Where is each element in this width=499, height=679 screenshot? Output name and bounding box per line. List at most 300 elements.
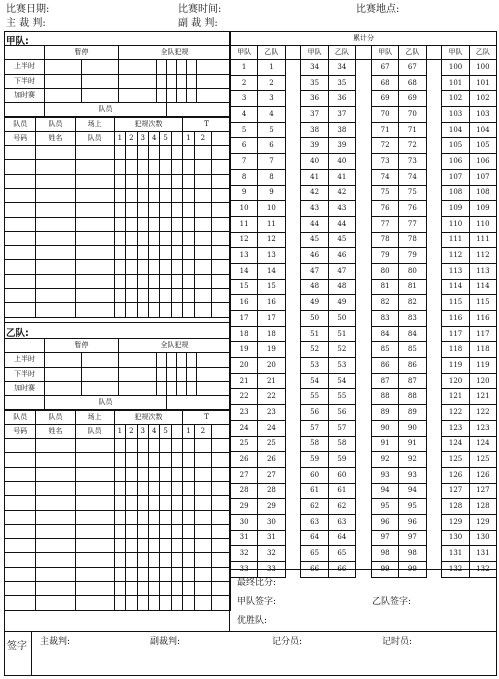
score-b-cell[interactable]: 111 bbox=[469, 232, 496, 248]
team-b-player-cell[interactable] bbox=[194, 496, 211, 510]
score-a-cell[interactable]: 6 bbox=[231, 138, 258, 154]
score-a-cell[interactable]: 56 bbox=[301, 405, 328, 421]
team-a-player-cell[interactable] bbox=[5, 274, 36, 288]
team-b-player-cell[interactable] bbox=[75, 481, 114, 495]
score-a-cell[interactable]: 10 bbox=[231, 201, 258, 217]
team-a-period-cell[interactable] bbox=[187, 60, 197, 74]
score-a-cell[interactable]: 4 bbox=[231, 107, 258, 123]
score-a-cell[interactable]: 76 bbox=[371, 201, 398, 217]
team-a-player-cell[interactable] bbox=[137, 260, 148, 274]
score-b-cell[interactable]: 8 bbox=[258, 169, 285, 185]
team-a-player-cell[interactable] bbox=[148, 289, 159, 303]
team-a-player-cell[interactable] bbox=[137, 289, 148, 303]
team-a-player-cell[interactable] bbox=[126, 274, 137, 288]
score-a-cell[interactable]: 131 bbox=[442, 546, 469, 562]
team-b-player-cell[interactable] bbox=[160, 582, 171, 596]
score-a-cell[interactable]: 53 bbox=[301, 358, 328, 374]
score-a-cell[interactable]: 124 bbox=[442, 436, 469, 452]
team-a-player-cell[interactable] bbox=[148, 260, 159, 274]
score-b-cell[interactable]: 103 bbox=[469, 107, 496, 123]
team-a-player-cell[interactable] bbox=[160, 217, 171, 231]
score-a-cell[interactable]: 87 bbox=[371, 373, 398, 389]
score-b-cell[interactable]: 9 bbox=[258, 185, 285, 201]
score-b-cell[interactable]: 121 bbox=[469, 389, 496, 405]
team-a-player-cell[interactable] bbox=[171, 246, 182, 260]
score-a-cell[interactable]: 123 bbox=[442, 420, 469, 436]
score-a-cell[interactable]: 62 bbox=[301, 499, 328, 515]
team-a-player-cell[interactable] bbox=[137, 146, 148, 160]
team-b-period-cell[interactable] bbox=[167, 367, 177, 381]
team-b-player-cell[interactable] bbox=[183, 582, 194, 596]
score-a-cell[interactable]: 121 bbox=[442, 389, 469, 405]
team-a-player-cell[interactable] bbox=[126, 146, 137, 160]
team-b-player-cell[interactable] bbox=[148, 596, 159, 610]
team-b-player-cell[interactable] bbox=[137, 553, 148, 567]
score-a-cell[interactable]: 89 bbox=[371, 405, 398, 421]
team-b-player-cell[interactable] bbox=[114, 453, 125, 467]
team-a-player-cell[interactable] bbox=[36, 146, 75, 160]
team-b-player-cell[interactable] bbox=[75, 582, 114, 596]
team-b-player-cell[interactable] bbox=[126, 439, 137, 453]
team-a-player-cell[interactable] bbox=[126, 188, 137, 202]
score-a-cell[interactable]: 116 bbox=[442, 311, 469, 327]
team-b-period-cell[interactable] bbox=[187, 381, 197, 395]
team-a-player-cell[interactable] bbox=[183, 246, 194, 260]
team-a-player-cell[interactable] bbox=[75, 203, 114, 217]
score-b-cell[interactable]: 73 bbox=[399, 154, 426, 170]
score-a-cell[interactable]: 5 bbox=[231, 122, 258, 138]
score-b-cell[interactable]: 27 bbox=[258, 467, 285, 483]
score-a-cell[interactable]: 94 bbox=[371, 483, 398, 499]
score-b-cell[interactable]: 124 bbox=[469, 436, 496, 452]
score-b-cell[interactable]: 43 bbox=[328, 201, 355, 217]
team-b-player-cell[interactable] bbox=[114, 567, 125, 581]
score-b-cell[interactable]: 49 bbox=[328, 295, 355, 311]
score-a-cell[interactable]: 109 bbox=[442, 201, 469, 217]
score-a-cell[interactable]: 25 bbox=[231, 436, 258, 452]
score-b-cell[interactable]: 59 bbox=[328, 452, 355, 468]
team-a-period-cell[interactable] bbox=[167, 74, 177, 88]
team-a-player-cell[interactable] bbox=[5, 146, 36, 160]
score-a-cell[interactable]: 59 bbox=[301, 452, 328, 468]
team-a-player-cell[interactable] bbox=[75, 217, 114, 231]
team-a-period-cell[interactable] bbox=[157, 74, 167, 88]
team-b-period-cell[interactable] bbox=[119, 367, 157, 381]
score-a-cell[interactable]: 117 bbox=[442, 326, 469, 342]
score-a-cell[interactable]: 27 bbox=[231, 467, 258, 483]
score-b-cell[interactable]: 19 bbox=[258, 342, 285, 358]
score-a-cell[interactable]: 44 bbox=[301, 216, 328, 232]
score-b-cell[interactable]: 50 bbox=[328, 311, 355, 327]
team-a-player-cell[interactable] bbox=[211, 303, 230, 317]
score-a-cell[interactable]: 110 bbox=[442, 216, 469, 232]
team-b-player-cell[interactable] bbox=[160, 567, 171, 581]
score-b-cell[interactable]: 123 bbox=[469, 420, 496, 436]
team-a-player-cell[interactable] bbox=[211, 246, 230, 260]
team-b-player-cell[interactable] bbox=[194, 439, 211, 453]
score-b-cell[interactable]: 116 bbox=[469, 311, 496, 327]
team-a-period-cell[interactable] bbox=[197, 88, 231, 102]
team-b-player-cell[interactable] bbox=[114, 582, 125, 596]
score-a-cell[interactable]: 37 bbox=[301, 107, 328, 123]
team-a-period-cell[interactable] bbox=[82, 88, 119, 102]
team-a-player-cell[interactable] bbox=[148, 203, 159, 217]
score-b-cell[interactable]: 75 bbox=[399, 185, 426, 201]
team-a-player-cell[interactable] bbox=[75, 289, 114, 303]
score-b-cell[interactable]: 83 bbox=[399, 311, 426, 327]
team-b-player-cell[interactable] bbox=[137, 567, 148, 581]
score-b-cell[interactable]: 28 bbox=[258, 483, 285, 499]
team-b-player-cell[interactable] bbox=[114, 524, 125, 538]
team-b-period-cell[interactable] bbox=[187, 367, 197, 381]
score-a-cell[interactable]: 92 bbox=[371, 452, 398, 468]
team-a-player-cell[interactable] bbox=[211, 146, 230, 160]
team-b-player-cell[interactable] bbox=[126, 553, 137, 567]
team-b-player-cell[interactable] bbox=[75, 539, 114, 553]
team-a-player-cell[interactable] bbox=[160, 188, 171, 202]
team-b-player-cell[interactable] bbox=[114, 596, 125, 610]
team-a-player-cell[interactable] bbox=[194, 146, 211, 160]
team-a-player-cell[interactable] bbox=[36, 274, 75, 288]
team-a-player-cell[interactable] bbox=[75, 303, 114, 317]
score-a-cell[interactable]: 70 bbox=[371, 107, 398, 123]
team-b-player-cell[interactable] bbox=[194, 453, 211, 467]
team-b-player-cell[interactable] bbox=[137, 510, 148, 524]
team-a-player-cell[interactable] bbox=[148, 246, 159, 260]
team-a-player-cell[interactable] bbox=[36, 217, 75, 231]
score-a-cell[interactable]: 67 bbox=[371, 60, 398, 76]
score-b-cell[interactable]: 10 bbox=[258, 201, 285, 217]
score-a-cell[interactable]: 58 bbox=[301, 436, 328, 452]
team-b-player-cell[interactable] bbox=[126, 539, 137, 553]
team-a-player-cell[interactable] bbox=[194, 203, 211, 217]
score-a-cell[interactable]: 65 bbox=[301, 546, 328, 562]
team-b-player-cell[interactable] bbox=[160, 553, 171, 567]
score-b-cell[interactable]: 21 bbox=[258, 373, 285, 389]
score-b-cell[interactable]: 107 bbox=[469, 169, 496, 185]
team-b-player-cell[interactable] bbox=[148, 553, 159, 567]
team-a-player-cell[interactable] bbox=[211, 203, 230, 217]
team-a-player-cell[interactable] bbox=[171, 231, 182, 245]
score-b-cell[interactable]: 115 bbox=[469, 295, 496, 311]
team-a-player-cell[interactable] bbox=[211, 274, 230, 288]
score-a-cell[interactable]: 38 bbox=[301, 122, 328, 138]
team-a-player-cell[interactable] bbox=[5, 231, 36, 245]
score-a-cell[interactable]: 39 bbox=[301, 138, 328, 154]
team-a-player-cell[interactable] bbox=[114, 188, 125, 202]
team-b-player-cell[interactable] bbox=[5, 553, 36, 567]
team-a-player-cell[interactable] bbox=[114, 231, 125, 245]
score-a-cell[interactable]: 128 bbox=[442, 499, 469, 515]
score-b-cell[interactable]: 108 bbox=[469, 185, 496, 201]
team-a-player-cell[interactable] bbox=[137, 203, 148, 217]
score-b-cell[interactable]: 63 bbox=[328, 514, 355, 530]
team-a-player-cell[interactable] bbox=[126, 217, 137, 231]
team-b-player-cell[interactable] bbox=[36, 467, 75, 481]
team-b-player-cell[interactable] bbox=[171, 539, 182, 553]
team-b-period-cell[interactable] bbox=[45, 381, 82, 395]
team-a-player-cell[interactable] bbox=[114, 289, 125, 303]
score-a-cell[interactable]: 49 bbox=[301, 295, 328, 311]
team-b-player-cell[interactable] bbox=[126, 582, 137, 596]
team-b-player-cell[interactable] bbox=[75, 496, 114, 510]
score-a-cell[interactable]: 48 bbox=[301, 279, 328, 295]
score-b-cell[interactable]: 41 bbox=[328, 169, 355, 185]
score-a-cell[interactable]: 14 bbox=[231, 263, 258, 279]
team-b-player-cell[interactable] bbox=[5, 453, 36, 467]
score-a-cell[interactable]: 102 bbox=[442, 91, 469, 107]
score-b-cell[interactable]: 98 bbox=[399, 546, 426, 562]
team-b-player-cell[interactable] bbox=[171, 481, 182, 495]
team-a-player-cell[interactable] bbox=[36, 203, 75, 217]
score-a-cell[interactable]: 15 bbox=[231, 279, 258, 295]
team-b-player-cell[interactable] bbox=[171, 553, 182, 567]
team-a-player-cell[interactable] bbox=[194, 188, 211, 202]
score-b-cell[interactable]: 47 bbox=[328, 263, 355, 279]
score-a-cell[interactable]: 57 bbox=[301, 420, 328, 436]
score-b-cell[interactable]: 46 bbox=[328, 248, 355, 264]
team-a-player-cell[interactable] bbox=[36, 260, 75, 274]
team-a-period-cell[interactable] bbox=[177, 88, 187, 102]
team-b-player-cell[interactable] bbox=[148, 539, 159, 553]
team-a-period-cell[interactable] bbox=[197, 60, 231, 74]
team-b-period-cell[interactable] bbox=[119, 353, 157, 367]
score-b-cell[interactable]: 114 bbox=[469, 279, 496, 295]
score-b-cell[interactable]: 74 bbox=[399, 169, 426, 185]
team-b-player-cell[interactable] bbox=[36, 596, 75, 610]
score-b-cell[interactable]: 82 bbox=[399, 295, 426, 311]
score-b-cell[interactable]: 40 bbox=[328, 154, 355, 170]
team-b-player-cell[interactable] bbox=[194, 481, 211, 495]
team-b-player-cell[interactable] bbox=[36, 439, 75, 453]
score-a-cell[interactable]: 111 bbox=[442, 232, 469, 248]
team-b-player-cell[interactable] bbox=[194, 524, 211, 538]
team-a-player-cell[interactable] bbox=[114, 174, 125, 188]
team-b-player-cell[interactable] bbox=[114, 510, 125, 524]
team-b-player-cell[interactable] bbox=[126, 496, 137, 510]
team-b-player-cell[interactable] bbox=[36, 481, 75, 495]
team-b-player-cell[interactable] bbox=[148, 582, 159, 596]
score-a-cell[interactable]: 78 bbox=[371, 232, 398, 248]
team-b-player-cell[interactable] bbox=[126, 596, 137, 610]
score-a-cell[interactable]: 13 bbox=[231, 248, 258, 264]
team-a-player-cell[interactable] bbox=[148, 146, 159, 160]
score-a-cell[interactable]: 106 bbox=[442, 154, 469, 170]
team-b-player-cell[interactable] bbox=[211, 539, 230, 553]
score-b-cell[interactable]: 26 bbox=[258, 452, 285, 468]
score-b-cell[interactable]: 91 bbox=[399, 436, 426, 452]
team-a-player-cell[interactable] bbox=[160, 246, 171, 260]
team-a-player-cell[interactable] bbox=[36, 160, 75, 174]
team-a-player-cell[interactable] bbox=[194, 246, 211, 260]
score-b-cell[interactable]: 61 bbox=[328, 483, 355, 499]
score-a-cell[interactable]: 51 bbox=[301, 326, 328, 342]
score-b-cell[interactable]: 127 bbox=[469, 483, 496, 499]
score-b-cell[interactable]: 52 bbox=[328, 342, 355, 358]
team-b-player-cell[interactable] bbox=[171, 567, 182, 581]
score-b-cell[interactable]: 109 bbox=[469, 201, 496, 217]
team-b-player-cell[interactable] bbox=[183, 467, 194, 481]
team-b-player-cell[interactable] bbox=[75, 596, 114, 610]
team-a-player-cell[interactable] bbox=[75, 246, 114, 260]
team-b-period-cell[interactable] bbox=[197, 353, 231, 367]
team-b-player-cell[interactable] bbox=[126, 567, 137, 581]
score-b-cell[interactable]: 95 bbox=[399, 499, 426, 515]
team-b-player-cell[interactable] bbox=[5, 439, 36, 453]
team-b-player-cell[interactable] bbox=[148, 510, 159, 524]
team-b-player-cell[interactable] bbox=[137, 596, 148, 610]
team-a-player-cell[interactable] bbox=[194, 174, 211, 188]
team-b-player-cell[interactable] bbox=[36, 567, 75, 581]
team-a-period-cell[interactable] bbox=[82, 74, 119, 88]
score-b-cell[interactable]: 56 bbox=[328, 405, 355, 421]
team-b-player-cell[interactable] bbox=[171, 467, 182, 481]
score-a-cell[interactable]: 68 bbox=[371, 75, 398, 91]
team-b-player-cell[interactable] bbox=[211, 467, 230, 481]
score-a-cell[interactable]: 1 bbox=[231, 60, 258, 76]
team-b-player-cell[interactable] bbox=[194, 567, 211, 581]
score-a-cell[interactable]: 47 bbox=[301, 263, 328, 279]
score-a-cell[interactable]: 61 bbox=[301, 483, 328, 499]
team-b-player-cell[interactable] bbox=[137, 496, 148, 510]
team-b-player-cell[interactable] bbox=[211, 596, 230, 610]
team-a-player-cell[interactable] bbox=[36, 231, 75, 245]
score-b-cell[interactable]: 44 bbox=[328, 216, 355, 232]
team-a-period-cell[interactable] bbox=[119, 60, 157, 74]
score-b-cell[interactable]: 64 bbox=[328, 530, 355, 546]
team-a-player-cell[interactable] bbox=[183, 160, 194, 174]
team-b-player-cell[interactable] bbox=[160, 439, 171, 453]
team-b-player-cell[interactable] bbox=[5, 582, 36, 596]
team-b-period-cell[interactable] bbox=[187, 353, 197, 367]
team-a-period-cell[interactable] bbox=[157, 60, 167, 74]
score-b-cell[interactable]: 78 bbox=[399, 232, 426, 248]
score-b-cell[interactable]: 117 bbox=[469, 326, 496, 342]
team-b-player-cell[interactable] bbox=[160, 596, 171, 610]
score-a-cell[interactable]: 18 bbox=[231, 326, 258, 342]
score-b-cell[interactable]: 3 bbox=[258, 91, 285, 107]
score-a-cell[interactable]: 108 bbox=[442, 185, 469, 201]
score-b-cell[interactable]: 25 bbox=[258, 436, 285, 452]
team-b-period-cell[interactable] bbox=[157, 353, 167, 367]
score-a-cell[interactable]: 2 bbox=[231, 75, 258, 91]
team-b-player-cell[interactable] bbox=[114, 553, 125, 567]
score-a-cell[interactable]: 11 bbox=[231, 216, 258, 232]
team-b-player-cell[interactable] bbox=[5, 496, 36, 510]
team-a-player-cell[interactable] bbox=[126, 246, 137, 260]
team-a-player-cell[interactable] bbox=[194, 274, 211, 288]
team-b-player-cell[interactable] bbox=[171, 496, 182, 510]
score-a-cell[interactable]: 72 bbox=[371, 138, 398, 154]
score-b-cell[interactable]: 20 bbox=[258, 358, 285, 374]
team-a-player-cell[interactable] bbox=[183, 274, 194, 288]
team-b-period-cell[interactable] bbox=[177, 353, 187, 367]
score-b-cell[interactable]: 71 bbox=[399, 122, 426, 138]
score-a-cell[interactable]: 31 bbox=[231, 530, 258, 546]
score-a-cell[interactable]: 115 bbox=[442, 295, 469, 311]
team-b-player-cell[interactable] bbox=[5, 596, 36, 610]
score-a-cell[interactable]: 29 bbox=[231, 499, 258, 515]
team-b-player-cell[interactable] bbox=[211, 582, 230, 596]
team-b-period-cell[interactable] bbox=[82, 353, 119, 367]
score-a-cell[interactable]: 24 bbox=[231, 420, 258, 436]
team-b-player-cell[interactable] bbox=[211, 524, 230, 538]
team-a-player-cell[interactable] bbox=[5, 246, 36, 260]
score-a-cell[interactable]: 80 bbox=[371, 263, 398, 279]
score-b-cell[interactable]: 112 bbox=[469, 248, 496, 264]
team-a-player-cell[interactable] bbox=[171, 160, 182, 174]
team-a-player-cell[interactable] bbox=[75, 260, 114, 274]
team-a-period-cell[interactable] bbox=[82, 60, 119, 74]
team-a-player-cell[interactable] bbox=[5, 188, 36, 202]
score-b-cell[interactable]: 118 bbox=[469, 342, 496, 358]
team-a-player-cell[interactable] bbox=[148, 188, 159, 202]
score-a-cell[interactable]: 96 bbox=[371, 514, 398, 530]
score-b-cell[interactable]: 45 bbox=[328, 232, 355, 248]
team-a-player-cell[interactable] bbox=[114, 217, 125, 231]
team-b-period-cell[interactable] bbox=[167, 381, 177, 395]
score-b-cell[interactable]: 77 bbox=[399, 216, 426, 232]
team-a-player-cell[interactable] bbox=[171, 260, 182, 274]
score-a-cell[interactable]: 26 bbox=[231, 452, 258, 468]
team-b-player-cell[interactable] bbox=[137, 524, 148, 538]
score-b-cell[interactable]: 93 bbox=[399, 467, 426, 483]
score-b-cell[interactable]: 42 bbox=[328, 185, 355, 201]
score-a-cell[interactable]: 71 bbox=[371, 122, 398, 138]
team-b-player-cell[interactable] bbox=[194, 467, 211, 481]
score-a-cell[interactable]: 46 bbox=[301, 248, 328, 264]
score-b-cell[interactable]: 105 bbox=[469, 138, 496, 154]
team-b-player-cell[interactable] bbox=[160, 496, 171, 510]
team-a-period-cell[interactable] bbox=[119, 88, 157, 102]
team-b-player-cell[interactable] bbox=[137, 439, 148, 453]
score-a-cell[interactable]: 36 bbox=[301, 91, 328, 107]
team-b-player-cell[interactable] bbox=[137, 539, 148, 553]
score-b-cell[interactable]: 130 bbox=[469, 530, 496, 546]
team-a-player-cell[interactable] bbox=[171, 146, 182, 160]
team-a-player-cell[interactable] bbox=[137, 303, 148, 317]
team-a-player-cell[interactable] bbox=[114, 146, 125, 160]
score-a-cell[interactable]: 101 bbox=[442, 75, 469, 91]
score-a-cell[interactable]: 104 bbox=[442, 122, 469, 138]
team-b-player-cell[interactable] bbox=[114, 481, 125, 495]
team-b-player-cell[interactable] bbox=[160, 481, 171, 495]
score-a-cell[interactable]: 74 bbox=[371, 169, 398, 185]
score-a-cell[interactable]: 77 bbox=[371, 216, 398, 232]
team-a-player-cell[interactable] bbox=[148, 274, 159, 288]
score-a-cell[interactable]: 43 bbox=[301, 201, 328, 217]
team-a-player-cell[interactable] bbox=[36, 246, 75, 260]
team-b-player-cell[interactable] bbox=[183, 567, 194, 581]
team-a-player-cell[interactable] bbox=[183, 203, 194, 217]
team-a-player-cell[interactable] bbox=[171, 203, 182, 217]
score-b-cell[interactable]: 76 bbox=[399, 201, 426, 217]
team-a-player-cell[interactable] bbox=[160, 146, 171, 160]
score-b-cell[interactable]: 14 bbox=[258, 263, 285, 279]
team-b-player-cell[interactable] bbox=[126, 453, 137, 467]
team-a-player-cell[interactable] bbox=[160, 174, 171, 188]
team-a-player-cell[interactable] bbox=[126, 203, 137, 217]
team-a-player-cell[interactable] bbox=[160, 231, 171, 245]
team-a-period-cell[interactable] bbox=[157, 88, 167, 102]
team-a-player-cell[interactable] bbox=[194, 217, 211, 231]
score-a-cell[interactable]: 119 bbox=[442, 358, 469, 374]
team-a-player-cell[interactable] bbox=[211, 231, 230, 245]
team-a-player-cell[interactable] bbox=[114, 303, 125, 317]
team-b-player-cell[interactable] bbox=[114, 539, 125, 553]
team-a-player-cell[interactable] bbox=[194, 303, 211, 317]
team-b-player-cell[interactable] bbox=[137, 481, 148, 495]
